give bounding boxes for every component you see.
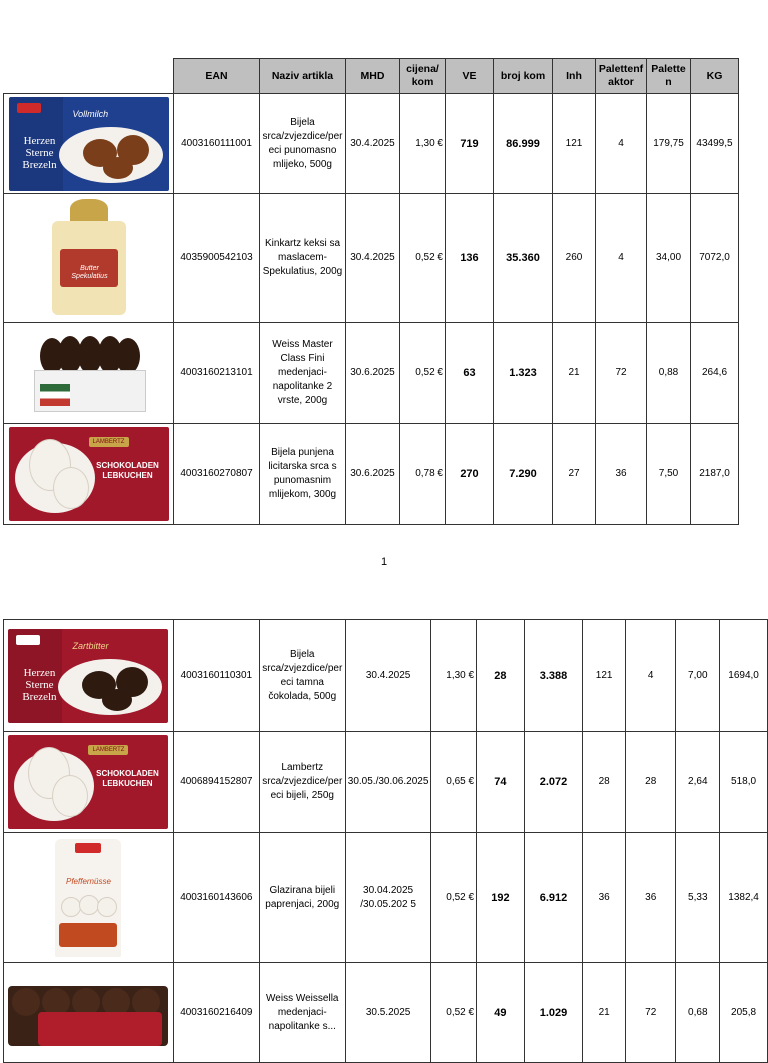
- ean-cell: 4003160213101: [174, 323, 260, 424]
- header-ean: EAN: [174, 59, 260, 94]
- product-image-cell: [4, 732, 174, 833]
- name-cell: Kinkartz keksi sa maslacem-Spekulatius, 200g: [260, 194, 346, 323]
- lambertz-logo: LAMBERTZ: [88, 745, 128, 755]
- product-box-image: [9, 97, 169, 191]
- mhd-cell: 30.04.2025 /30.05.202 5: [345, 833, 431, 963]
- kg-cell: 518,0: [720, 732, 768, 833]
- box-title: Herzen Sterne Brezeln: [22, 666, 57, 703]
- header-row: [4, 59, 739, 94]
- pallets-cell: 0,88: [647, 323, 691, 424]
- factor-cell: 36: [625, 833, 675, 963]
- product-table-page-1: [3, 58, 739, 525]
- kg-cell: 1382,4: [720, 833, 768, 963]
- product-image-cell: [4, 424, 174, 525]
- table-row: [4, 732, 768, 833]
- price-cell: 0,52 €: [400, 323, 446, 424]
- product-image-cell: [4, 323, 174, 424]
- mhd-cell: 30.4.2025: [345, 620, 431, 732]
- ean-cell: 4003160111001: [174, 94, 260, 194]
- product-tray-image: [34, 334, 144, 412]
- box-variant: Zartbitter: [72, 640, 109, 651]
- lambertz-logo: LAMBERTZ: [89, 437, 129, 447]
- factor-cell: 72: [625, 963, 675, 1063]
- pallets-cell: 34,00: [647, 194, 691, 323]
- ean-cell: 4006894152807: [173, 732, 259, 833]
- table-row: [4, 194, 739, 323]
- header-qty: broj kom: [494, 59, 553, 94]
- bag-label: Butter Spekulatius: [71, 265, 108, 280]
- price-cell: 1,30 €: [400, 94, 446, 194]
- ean-cell: 4003160110301: [173, 620, 259, 732]
- product-image-cell: [4, 620, 174, 732]
- mhd-cell: 30.6.2025: [346, 323, 400, 424]
- name-cell: Bijela srca/zvjezdice/per eci tamna čokolada, 500g: [259, 620, 345, 732]
- factor-cell: 36: [596, 424, 647, 525]
- header-ve: VE: [446, 59, 494, 94]
- name-cell: Bijela punjena licitarska srca s punomasnim mlijekom, 300g: [260, 424, 346, 525]
- factor-cell: 72: [596, 323, 647, 424]
- inh-cell: 27: [553, 424, 596, 525]
- box-variant: Vollmilch: [72, 108, 109, 119]
- pallets-cell: 7,50: [647, 424, 691, 525]
- product-image-cell: [4, 94, 174, 194]
- product-box-image: [8, 629, 168, 723]
- header-inh: Inh: [553, 59, 596, 94]
- table-row: [4, 424, 739, 525]
- qty-cell: 6.912: [524, 833, 583, 963]
- product-box-image: [8, 735, 168, 829]
- factor-cell: 28: [625, 732, 675, 833]
- pallets-cell: 2,64: [676, 732, 720, 833]
- table-row: [4, 963, 768, 1063]
- header-kg: KG: [691, 59, 739, 94]
- kg-cell: 7072,0: [691, 194, 739, 323]
- mhd-cell: 30.4.2025: [346, 94, 400, 194]
- product-box-image: [9, 427, 169, 521]
- product-packet-image: [51, 839, 125, 957]
- inh-cell: 36: [583, 833, 626, 963]
- ve-cell: 63: [446, 323, 494, 424]
- table-row: [4, 323, 739, 424]
- product-bag-image: [46, 199, 132, 317]
- box-title: SCHOKOLADEN LEBKUCHEN: [96, 461, 159, 480]
- mhd-cell: 30.4.2025: [346, 194, 400, 323]
- qty-cell: 1.029: [524, 963, 583, 1063]
- page-number: 1: [380, 556, 388, 568]
- inh-cell: 121: [583, 620, 626, 732]
- price-cell: 1,30 €: [431, 620, 477, 732]
- inh-cell: 260: [553, 194, 596, 323]
- name-cell: Weiss Master Class Fini medenjaci-napolitanke 2 vrste, 200g: [260, 323, 346, 424]
- price-cell: 0,52 €: [400, 194, 446, 323]
- product-image-cell: [4, 194, 174, 323]
- inh-cell: 28: [583, 732, 626, 833]
- pallets-cell: 179,75: [647, 94, 691, 194]
- price-cell: 0,52 €: [431, 833, 477, 963]
- kg-cell: 1694,0: [720, 620, 768, 732]
- mhd-cell: 30.05./30.06.2025: [345, 732, 431, 833]
- kg-cell: 264,6: [691, 323, 739, 424]
- factor-cell: 4: [596, 94, 647, 194]
- factor-cell: 4: [625, 620, 675, 732]
- name-cell: Lambertz srca/zvjezdice/per eci bijeli, 250g: [259, 732, 345, 833]
- ean-cell: 4003160216409: [173, 963, 259, 1063]
- ve-cell: 270: [446, 424, 494, 525]
- ve-cell: 136: [446, 194, 494, 323]
- header-name: Naziv artikla: [260, 59, 346, 94]
- qty-cell: 7.290: [494, 424, 553, 525]
- header-pallets: Palette n: [647, 59, 691, 94]
- pallets-cell: 7,00: [676, 620, 720, 732]
- name-cell: Weiss Weissella medenjaci-napolitanke s...: [259, 963, 345, 1063]
- ve-cell: 192: [477, 833, 525, 963]
- header-mhd: MHD: [346, 59, 400, 94]
- ve-cell: 74: [477, 732, 525, 833]
- mhd-cell: 30.6.2025: [346, 424, 400, 525]
- ve-cell: 28: [477, 620, 525, 732]
- inh-cell: 121: [553, 94, 596, 194]
- packet-title: Pfeffernüsse: [65, 876, 111, 886]
- pallets-cell: 5,33: [676, 833, 720, 963]
- price-cell: 0,52 €: [431, 963, 477, 1063]
- ean-cell: 4003160143606: [173, 833, 259, 963]
- kg-cell: 2187,0: [691, 424, 739, 525]
- product-image-cell: [4, 963, 174, 1063]
- kg-cell: 43499,5: [691, 94, 739, 194]
- qty-cell: 35.360: [494, 194, 553, 323]
- qty-cell: 86.999: [494, 94, 553, 194]
- mhd-cell: 30.5.2025: [345, 963, 431, 1063]
- pallets-cell: 0,68: [676, 963, 720, 1063]
- header-empty-cell: [4, 59, 174, 94]
- kg-cell: 205,8: [720, 963, 768, 1063]
- box-title: Herzen Sterne Brezeln: [22, 134, 57, 171]
- product-table-page-2: [3, 619, 768, 1063]
- qty-cell: 1.323: [494, 323, 553, 424]
- product-tray-image: [8, 986, 168, 1046]
- price-cell: 0,65 €: [431, 732, 477, 833]
- product-image-cell: [4, 833, 174, 963]
- ean-cell: 4035900542103: [174, 194, 260, 323]
- inh-cell: 21: [553, 323, 596, 424]
- ve-cell: 49: [477, 963, 525, 1063]
- inh-cell: 21: [583, 963, 626, 1063]
- header-price: cijena/ kom: [400, 59, 446, 94]
- table-row: [4, 833, 768, 963]
- ve-cell: 719: [446, 94, 494, 194]
- ean-cell: 4003160270807: [174, 424, 260, 525]
- name-cell: Bijela srca/zvjezdice/per eci punomasno mlijeko, 500g: [260, 94, 346, 194]
- qty-cell: 2.072: [524, 732, 583, 833]
- name-cell: Glazirana bijeli paprenjaci, 200g: [259, 833, 345, 963]
- header-factor: Palettenf aktor: [596, 59, 647, 94]
- table-row: [4, 620, 768, 732]
- factor-cell: 4: [596, 194, 647, 323]
- box-title: SCHOKOLADEN LEBKUCHEN: [96, 769, 159, 788]
- table-row: [4, 94, 739, 194]
- qty-cell: 3.388: [524, 620, 583, 732]
- price-cell: 0,78 €: [400, 424, 446, 525]
